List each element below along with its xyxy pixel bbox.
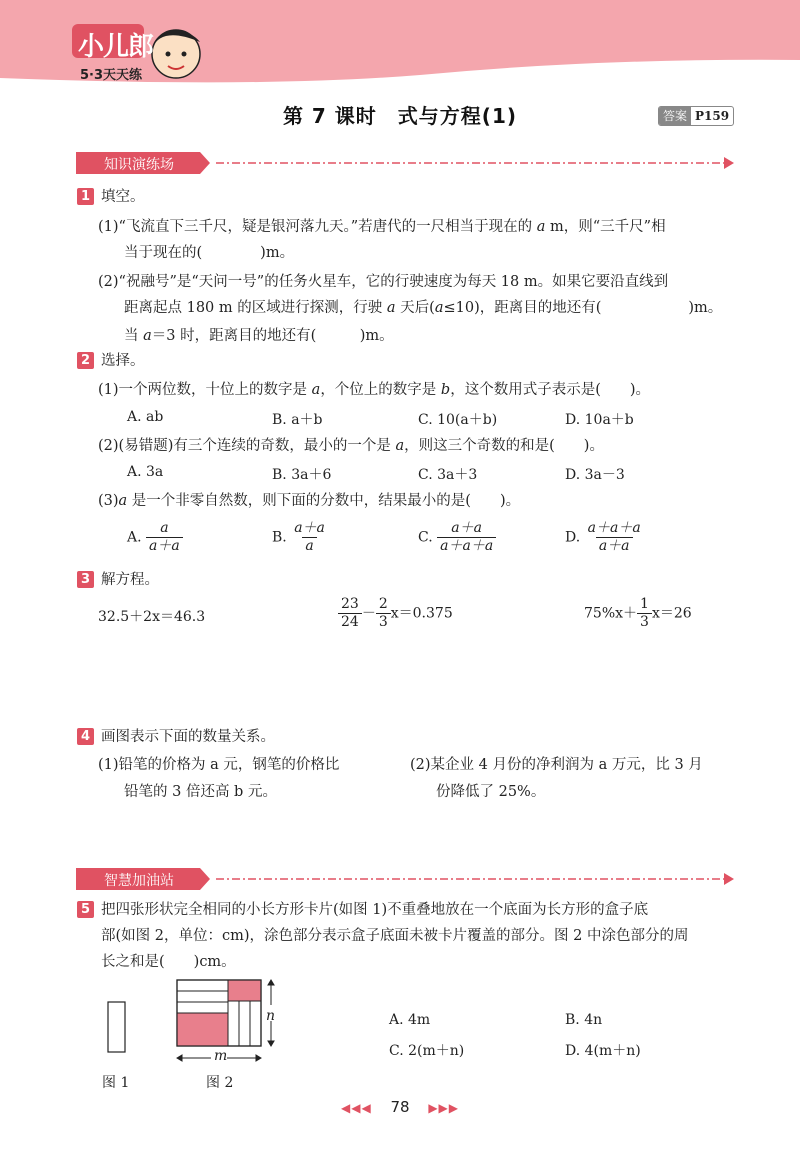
q5-option-b: B. 4n [565,1012,603,1028]
q2-p1-option-c: C. 10(a＋b) [418,412,498,428]
section-band-2 [76,868,736,890]
q2-p2-option-a: A. 3a [127,464,164,480]
q2-p2-option-b: B. 3a＋6 [272,467,332,483]
question-number-2: 2 [77,352,94,369]
section-title-2: 智慧加油站 [104,873,174,889]
q3-equation-3: 75%x＋ $\frac{1}{3}$ x＝26 [584,596,692,630]
q1-p1-line2: 当于现在的( )m。 [124,245,295,261]
q2-p2: (2)(易错题)有三个连续的奇数，最小的一个是 a，则这三个奇数的和是( )。 [98,438,604,454]
q2-p1-option-a: A. ab [127,409,164,425]
q1-p2-line2: 距离起点 180 m 的区域进行探测，行驶 a 天后(a≤10)，距离目的地还有( )m。 [124,300,723,316]
q2-p2-option-c: C. 3a＋3 [418,467,478,483]
q3-equation-2: $\frac{23}{24}$ － $\frac{2}{3}$ x＝0.375 [338,596,453,631]
logo [72,22,202,86]
q2-p2-option-d: D. 3a－3 [565,467,625,483]
q5-option-d: D. 4(m＋n) [565,1043,641,1059]
q5-line2: 部(如图 2，单位：cm)，涂色部分表示盒子底面未被卡片覆盖的部分。图 2 中涂色部分的周 [101,928,689,944]
q5-line1: 把四张形状完全相同的小长方形卡片(如图 1)不重叠地放在一个底面为长方形的盒子底 [101,902,649,918]
q4-p1-line2: 铅笔的 3 倍还高 b 元。 [124,784,277,800]
q3-title: 解方程。 [101,572,159,588]
q2-p3-option-a: A. $\frac{a}{a+a}$ [127,520,183,555]
q5-figures [100,975,290,1075]
page-number: 78 [390,1098,410,1116]
q1-p2-line1: (2)“祝融号”是“天问一号”的任务火星车，它的行驶速度为每天 18 m。如果它要沿直线到 [98,274,669,290]
section-band-1 [76,152,736,174]
q5-line3: 长之和是( )cm。 [101,954,236,970]
logo-subtitle: 5·3天天练 [80,68,143,83]
q2-p1: (1)一个两位数，十位上的数字是 a，个位上的数字是 b，这个数用式子表示是( )。 [98,382,651,398]
q2-p3-option-c: C. $\frac{a+a}{a+a+a}$ [418,520,496,555]
q1-p2-line3: 当 a＝3 时，距离目的地还有( )m。 [124,328,394,344]
figure-2-box [177,980,261,1046]
question-number-5: 5 [77,901,94,918]
left-arrows-icon: ◀◀◀ [340,1101,372,1115]
q1-title: 填空。 [101,189,145,205]
q3-equation-1: 32.5＋2x＝46.3 [98,609,206,625]
q1-p1-line1: (1)“飞流直下三千尺，疑是银河落九天。”若唐代的一尺相当于现在的 a m，则“三千尺”相 [98,219,666,235]
label-m: m [214,1048,228,1064]
question-number-4: 4 [77,728,94,745]
q2-p1-option-d: D. 10a＋b [565,412,634,428]
figure-1-caption: 图 1 [102,1075,130,1091]
q2-p3-option-b: B. $\frac{a+a}{a}$ [272,520,325,554]
section-title-1: 知识演练场 [104,157,174,173]
q4-title: 画图表示下面的数量关系。 [101,729,275,745]
q2-p3-option-d: D. $\frac{a+a+a}{a+a}$ [565,520,641,554]
figure-1-card [108,1002,125,1052]
answer-tag[interactable]: 答案 P159 [658,106,734,126]
question-number-1: 1 [77,188,94,205]
q5-option-c: C. 2(m＋n) [389,1043,465,1059]
q5-option-a: A. 4m [389,1012,431,1028]
figure-2-caption: 图 2 [206,1075,234,1091]
q4-p2-line2: 份降低了 25%。 [436,784,546,800]
logo-title: 小儿郎 [78,32,154,62]
q4-p1-line1: (1)铅笔的价格为 a 元，钢笔的价格比 [98,757,340,773]
label-n: n [266,1008,276,1024]
q2-title: 选择。 [101,353,145,369]
q2-p1-option-b: B. a＋b [272,412,323,428]
right-arrows-icon: ▶▶▶ [428,1101,460,1115]
q2-p3: (3)a 是一个非零自然数，则下面的分数中，结果最小的是( )。 [98,493,521,509]
q4-p2-line1: (2)某企业 4 月份的净利润为 a 万元，比 3 月 [410,757,703,773]
question-number-3: 3 [77,571,94,588]
lesson-title: 第 7 课时 式与方程(1) [282,104,518,128]
page-footer [0,1098,800,1116]
